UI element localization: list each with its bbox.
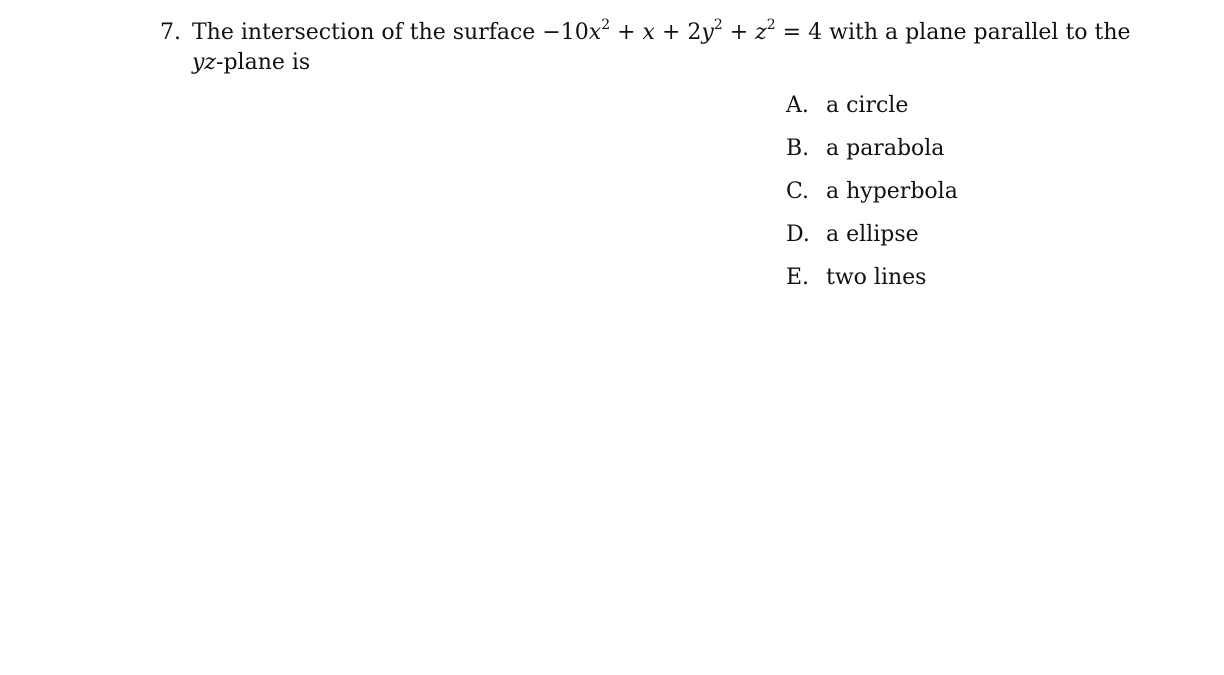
question-text-before: The intersection of the surface [192,20,536,45]
choice-letter: C. [786,179,810,204]
question-line-2 [160,48,1100,78]
choice-letter: B. [786,136,810,161]
eq-exponent: 2 [713,17,723,33]
yz-variable: yz [192,50,217,75]
choice-e[interactable] [786,263,1086,306]
choice-a[interactable] [786,91,1086,134]
question-number: 7. [160,20,181,45]
choice-text: a parabola [826,136,945,161]
eq-exponent: 2 [601,17,611,33]
question-line-1 [160,17,1131,48]
question-text-end: -plane is [216,50,311,75]
choice-text: a ellipse [826,222,919,247]
eq-operator: + [722,20,756,45]
choice-text: a circle [826,93,909,118]
choice-b[interactable] [786,134,1086,177]
choice-letter: D. [786,222,810,247]
choice-letter: A. [786,93,809,118]
eq-exponent: 2 [766,17,776,33]
choice-d[interactable] [786,220,1086,263]
choice-c[interactable] [786,177,1086,220]
eq-operator: + [610,20,643,45]
choice-text: a hyperbola [826,179,958,204]
eq-var-x: x [642,20,655,45]
surface-equation [542,17,823,45]
question-text-after: with a plane parallel to the [829,20,1131,45]
answer-choices [786,91,1086,306]
eq-operator: + 2 [654,20,702,45]
eq-rhs: = 4 [775,20,823,45]
eq-var-x: x [588,20,602,45]
problem-7 [160,17,1131,78]
choice-text: two lines [826,265,927,290]
eq-var-z: z [755,20,767,45]
eq-coefficient: −10 [542,20,589,45]
choice-letter: E. [786,265,810,290]
eq-var-y: y [701,20,714,45]
